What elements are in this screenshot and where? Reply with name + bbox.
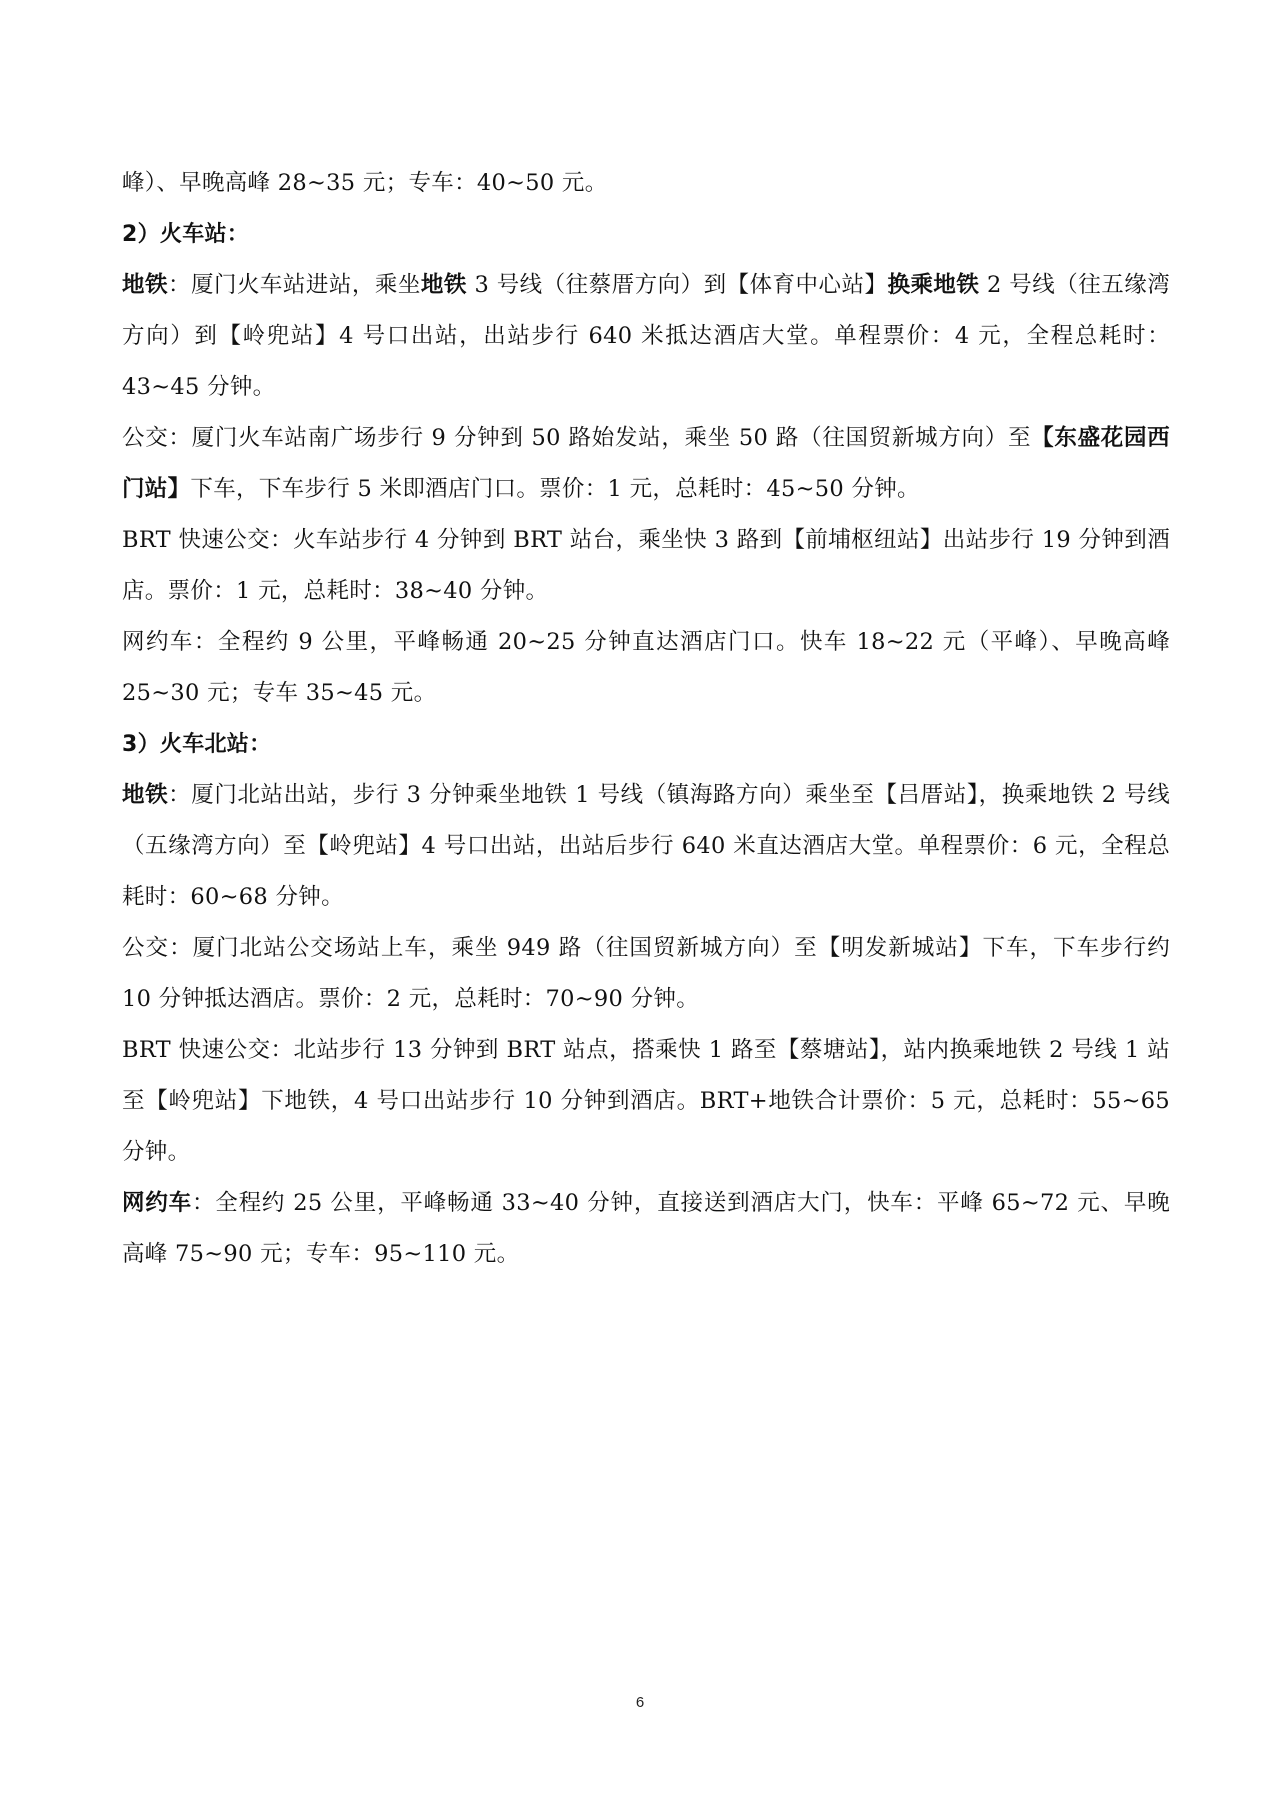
north-station-brt-paragraph: BRT 快速公交：北站步行 13 分钟到 BRT 站点，搭乘快 1 路至【蔡塘站】，站内换乘地铁 2 号线 1 站至【岭兜站】下地铁，4 号口出站步行 10 分钟到酒店。BRT+地铁合计票价：5 元，总耗时：55~65 分钟。 — [122, 1037, 1170, 1165]
metro-text: ：厦门火车站进站，乘坐 — [167, 272, 421, 298]
train-station-metro-paragraph — [122, 260, 1170, 413]
north-station-metro-paragraph — [122, 770, 1170, 923]
metro-text-3: 2 号线（往五缘湾方向）到【岭兜站】4 号口出站，出站步行 640 米抵达酒店大堂。单程票价：4 元，全程总耗时：43~45 分钟。 — [122, 272, 1171, 400]
train-station-ride-hailing-paragraph: 网约车：全程约 9 公里，平峰畅通 20~25 分钟直达酒店门口。快车 18~22 元（平峰）、早晚高峰 25~30 元；专车 35~45 元。 — [122, 629, 1170, 706]
ride-hailing-text: ：全程约 25 公里，平峰畅通 33~40 分钟，直接送到酒店大门，快车：平峰 65~72 元、早晚高峰 75~90 元；专车：95~110 元。 — [122, 1190, 1170, 1267]
train-station-brt-paragraph: BRT 快速公交：火车站步行 4 分钟到 BRT 站台，乘坐快 3 路到【前埔枢纽站】出站步行 19 分钟到酒店。票价：1 元，总耗时：38~40 分钟。 — [122, 527, 1170, 604]
bus-stop-name: 【东盛花园西门站】 — [122, 425, 1170, 502]
page-number: 6 — [635, 1694, 645, 1711]
ride-hailing-label: 网约车 — [122, 1190, 192, 1216]
metro-text: ：厦门北站出站，步行 3 分钟乘坐地铁 1 号线（镇海路方向）乘坐至【吕厝站】，换乘地铁 2 号线（五缘湾方向）至【岭兜站】4 号口出站，出站后步行 640 米直达酒店大堂。单程票价：6 元，全程总耗时：60~68 分钟。 — [122, 782, 1171, 910]
section-heading-north-station: 3）火车北站： — [122, 732, 272, 757]
bus-text-2: 下车，下车步行 5 米即酒店门口。票价：1 元，总耗时：45~50 分钟。 — [190, 476, 920, 502]
north-station-ride-hailing-paragraph — [122, 1178, 1170, 1280]
metro-label: 地铁 — [122, 272, 168, 298]
bus-text: 公交：厦门火车站南广场步行 9 分钟到 50 路始发站，乘坐 50 路（往国贸新城方向）至 — [122, 425, 1032, 451]
train-station-bus-paragraph — [122, 413, 1170, 515]
metro-text-2: 3 号线（往蔡厝方向）到【体育中心站】 — [466, 272, 888, 298]
north-station-bus-paragraph: 公交：厦门北站公交场站上车，乘坐 949 路（往国贸新城方向）至【明发新城站】下车，下车步行约 10 分钟抵达酒店。票价：2 元，总耗时：70~90 分钟。 — [122, 935, 1170, 1012]
metro-label-2: 地铁 — [420, 272, 467, 298]
page-content — [122, 158, 1170, 1280]
continuation-paragraph: 峰）、早晚高峰 28~35 元；专车：40~50 元。 — [122, 170, 608, 196]
metro-transfer-label: 换乘地铁 — [887, 272, 980, 298]
metro-label: 地铁 — [122, 782, 169, 808]
section-heading-train-station: 2）火车站： — [122, 222, 250, 247]
